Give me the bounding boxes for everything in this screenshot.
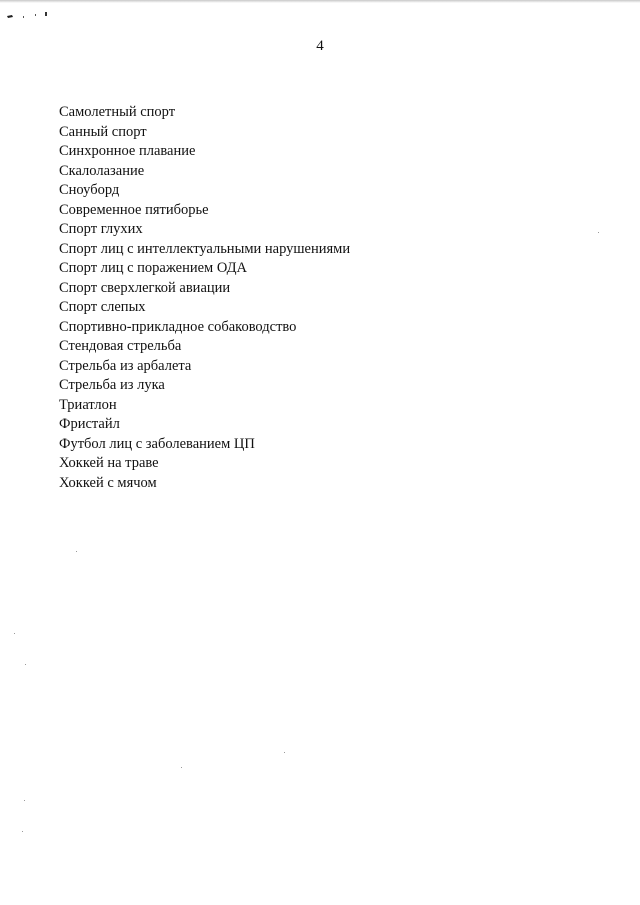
list-item: Хоккей на траве (59, 455, 159, 471)
list-item: Стрельба из арбалета (59, 357, 192, 374)
list-item: Скалолазание (59, 162, 145, 179)
scan-speck (22, 831, 23, 832)
list-item: Футбол лиц с заболеванием ЦП (59, 435, 255, 452)
sport-list (59, 103, 350, 493)
scan-speck (24, 800, 25, 801)
list-item: Спортивно-прикладное собаководство (59, 318, 297, 335)
scan-edge (0, 0, 640, 3)
list-item: Спорт лиц с поражением ОДА (59, 260, 247, 276)
list-item: Спорт лиц с интеллектуальными нарушениями (59, 240, 351, 257)
list-item: Самолетный спорт (59, 104, 176, 120)
list-item: Хоккей с мячом (59, 474, 157, 491)
list-item: Современное пятиборье (59, 201, 209, 218)
list-item: Стендовая стрельба (59, 338, 182, 354)
list-item: Синхронное плавание (59, 143, 196, 159)
list-item: Стрельба из лука (59, 377, 165, 393)
scan-speck (598, 232, 599, 233)
list-item: Спорт слепых (59, 299, 146, 315)
list-item: Сноуборд (59, 182, 120, 198)
scan-speck (181, 767, 182, 768)
page-number: 4 (316, 38, 324, 54)
list-item: Санный спорт (59, 123, 147, 140)
scan-speck (76, 551, 77, 552)
scan-speck (25, 664, 26, 665)
scan-artifact-marks (6, 10, 66, 22)
list-item: Спорт сверхлегкой авиации (59, 279, 231, 296)
list-item: Фристайл (59, 416, 120, 432)
list-item: Спорт глухих (59, 221, 143, 237)
list-item: Триатлон (59, 396, 117, 413)
scan-speck (284, 752, 285, 753)
scan-speck (14, 633, 15, 634)
